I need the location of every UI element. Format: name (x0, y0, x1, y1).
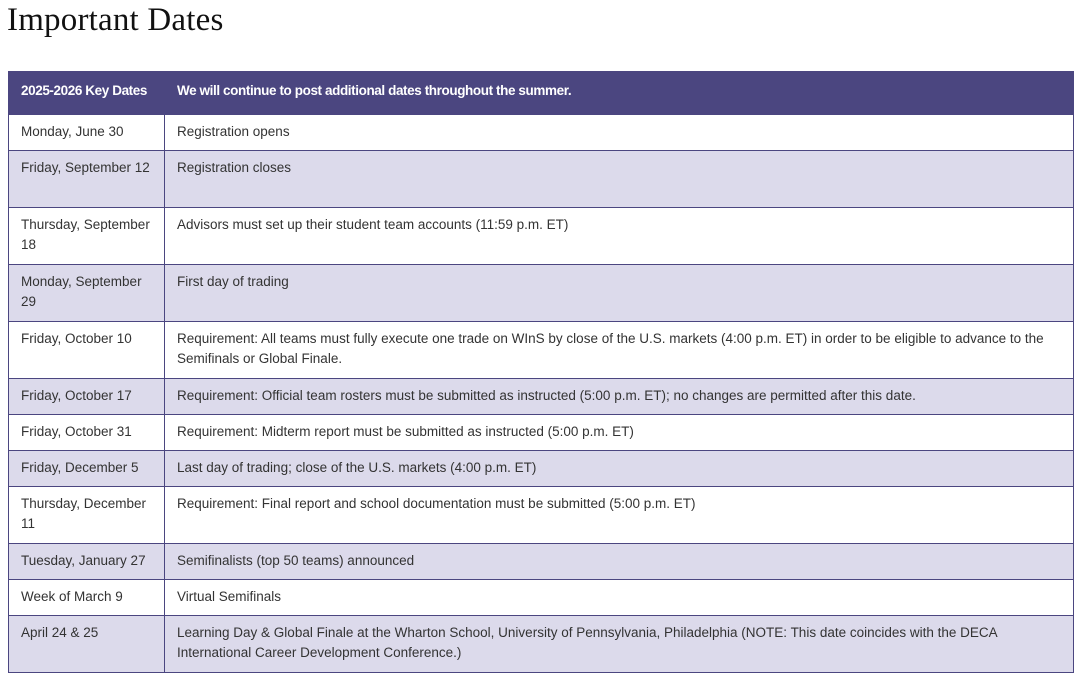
table-row (9, 115, 1074, 151)
date-cell: Friday, October 31 (9, 415, 165, 451)
event-cell: Registration closes (165, 151, 1074, 208)
header-key-dates: 2025-2026 Key Dates (9, 72, 165, 115)
event-cell: Requirement: Midterm report must be submitted as instructed (5:00 p.m. ET) (165, 415, 1074, 451)
event-cell: Requirement: All teams must fully execute one trade on WInS by close of the U.S. markets (4:00 p.m. ET) in order to be eligible to advance to the Semifinals or Global Finale. (165, 322, 1074, 379)
event-cell: First day of trading (165, 265, 1074, 322)
table-row (9, 265, 1074, 322)
event-cell: Virtual Semifinals (165, 580, 1074, 616)
table-row (9, 544, 1074, 580)
key-dates-table (8, 71, 1074, 673)
date-cell: Monday, September 29 (9, 265, 165, 322)
table-row (9, 487, 1074, 544)
event-cell: Learning Day & Global Finale at the Wharton School, University of Pennsylvania, Philadelphia (NOTE: This date coincides with the DECA International Career Development Conference.) (165, 616, 1074, 673)
table-header-row (9, 72, 1074, 115)
table-row (9, 208, 1074, 265)
date-cell: Friday, September 12 (9, 151, 165, 208)
event-cell: Registration opens (165, 115, 1074, 151)
event-cell: Requirement: Official team rosters must be submitted as instructed (5:00 p.m. ET); no changes are permitted after this date. (165, 379, 1074, 415)
date-cell: Friday, October 10 (9, 322, 165, 379)
date-cell: Thursday, December 11 (9, 487, 165, 544)
event-cell: Last day of trading; close of the U.S. markets (4:00 p.m. ET) (165, 451, 1074, 487)
date-cell: Tuesday, January 27 (9, 544, 165, 580)
table-row (9, 616, 1074, 673)
date-cell: Friday, October 17 (9, 379, 165, 415)
table-row (9, 580, 1074, 616)
date-cell: Friday, December 5 (9, 451, 165, 487)
event-cell: Advisors must set up their student team accounts (11:59 p.m. ET) (165, 208, 1074, 265)
header-note: We will continue to post additional dates throughout the summer. (165, 72, 1074, 115)
date-cell: Week of March 9 (9, 580, 165, 616)
date-cell: Thursday, September 18 (9, 208, 165, 265)
table-row (9, 322, 1074, 379)
table-row (9, 415, 1074, 451)
page-title: Important Dates (7, 2, 224, 38)
event-cell: Requirement: Final report and school documentation must be submitted (5:00 p.m. ET) (165, 487, 1074, 544)
table-row (9, 451, 1074, 487)
event-cell: Semifinalists (top 50 teams) announced (165, 544, 1074, 580)
table-row (9, 151, 1074, 208)
date-cell: Monday, June 30 (9, 115, 165, 151)
table-row (9, 379, 1074, 415)
date-cell: April 24 & 25 (9, 616, 165, 673)
